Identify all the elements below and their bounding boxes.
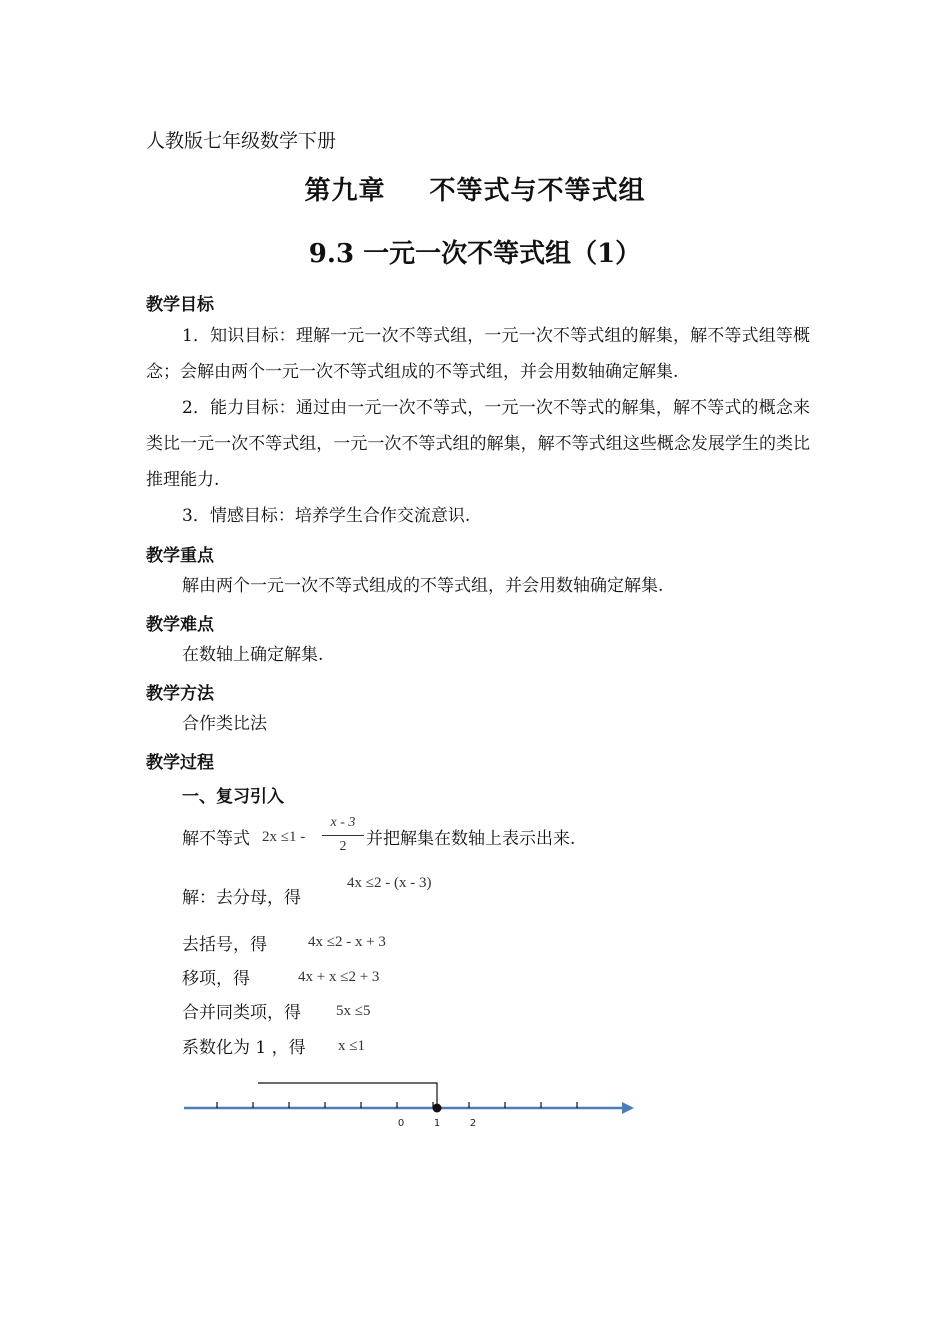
chapter-name: 不等式与不等式组 (429, 176, 646, 206)
step-expr-2: 4x ≤2 - x + 3 (308, 934, 386, 950)
task-inequality-lhs: 2x ≤1 - (262, 829, 306, 845)
chapter-title (0, 170, 950, 207)
difficulty-text: 在数轴上确定解集. (182, 645, 324, 665)
solution-bracket (258, 1083, 437, 1108)
review-subheading: 一、复习引入 (182, 787, 284, 807)
task-suffix: 并把解集在数轴上表示出来. (366, 829, 576, 849)
step-label-1: 解：去分母，得 (182, 888, 301, 908)
book-title: 人教版七年级数学下册 (146, 130, 337, 152)
tick-label-2: 2 (469, 1118, 477, 1129)
fraction-denominator: 2 (339, 839, 347, 854)
step-label-4: 合并同类项，得 (182, 1003, 301, 1023)
step-label-2: 去括号，得 (182, 935, 267, 955)
process-heading: 教学过程 (146, 753, 214, 773)
section-title: 9.3 一元一次不等式组（1） (308, 239, 642, 269)
key-point-text: 解由两个一元一次不等式组成的不等式组，并会用数轴确定解集. (182, 576, 664, 596)
fraction-bar (322, 835, 364, 836)
fraction-numerator: x - 3 (330, 815, 356, 830)
number-line (0, 1070, 950, 1140)
tick-label-1: 1 (433, 1118, 441, 1129)
method-text: 合作类比法 (182, 714, 267, 734)
step-expr-3: 4x + x ≤2 + 3 (298, 969, 380, 985)
step-expr-4: 5x ≤5 (336, 1003, 371, 1019)
tick-label-0: 0 (397, 1118, 405, 1129)
chapter-number: 第九章 (304, 176, 386, 206)
key-point-heading: 教学重点 (146, 546, 214, 566)
goals-heading: 教学目标 (146, 295, 214, 315)
task-fraction (322, 815, 364, 859)
difficulty-heading: 教学难点 (146, 615, 214, 635)
step-label-3: 移项，得 (182, 969, 250, 989)
goal-item-3: 3．情感目标：培养学生合作交流意识. (182, 506, 471, 526)
goal-item-2: 2．能力目标：通过由一元一次不等式，一元一次不等式的解集，解不等式的概念来类比一元一次不等式组，一元一次不等式组的解集，解不等式组这些概念发展学生的类比推理能力. (146, 398, 810, 490)
step-label-5: 系数化为 1 ，得 (182, 1038, 306, 1058)
method-heading: 教学方法 (146, 684, 214, 704)
step-expr-1: 4x ≤2 - (x - 3) (347, 875, 432, 891)
solution-endpoint (433, 1104, 442, 1113)
goal-item-1: 1．知识目标：理解一元一次不等式组，一元一次不等式组的解集，解不等式组等概念；会解由两个一元一次不等式组成的不等式组，并会用数轴确定解集. (146, 326, 810, 382)
task-prefix: 解不等式 (182, 829, 250, 849)
number-line-arrow (622, 1102, 634, 1114)
step-expr-5: x ≤1 (338, 1038, 365, 1054)
